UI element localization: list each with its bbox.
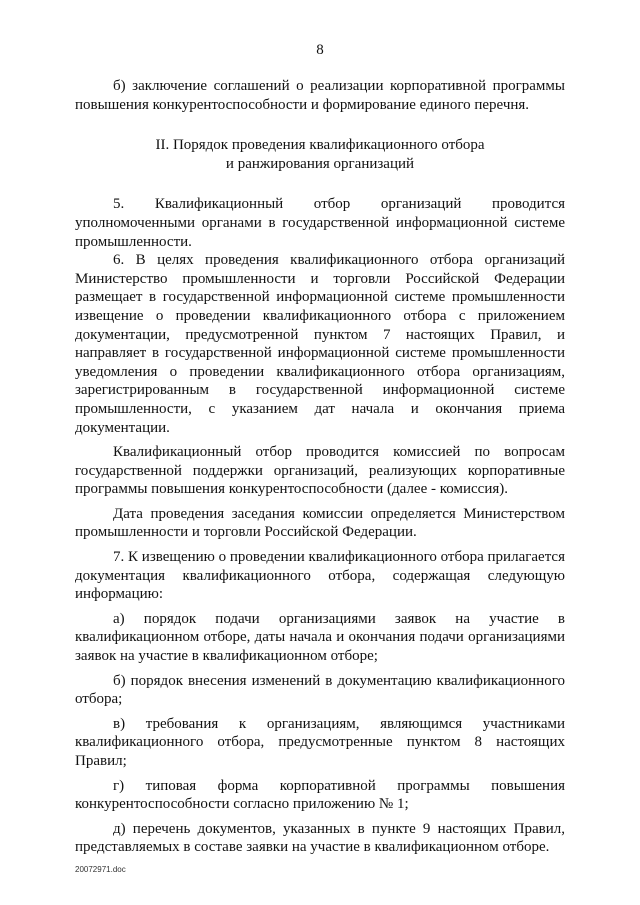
section-title-line-2: и ранжирования организаций (225, 155, 415, 172)
footer-file-code: 20072971.doc (75, 865, 126, 874)
item-d: д) перечень документов, указанных в пункте 9 настоящих Правил, представляемых в составе заявки на участие в квалификационном отборе. (75, 820, 565, 856)
paragraph-5: 5. Квалификационный отбор организаций проводится уполномоченными органами в государственной информационной системе промышленности. (75, 196, 565, 250)
item-b: б) порядок внесения изменений в документацию квалификационного отбора; (75, 672, 565, 708)
paragraph-commission: Квалификационный отбор проводится комиссией по вопросам государственной поддержки организаций, реализующих корпоративные программы повышения конкурентоспособности (далее - комиссия). (75, 444, 565, 498)
section-title-line-1: II. Порядок проведения квалификационного отбора (155, 137, 485, 154)
paragraph-meeting-date: Дата проведения заседания комиссии определяется Министерством промышленности и торговли Российской Федерации. (75, 505, 565, 541)
item-a: а) порядок подачи организациями заявок на участие в квалификационном отборе, даты начала и окончания подачи организациями заявок на участие в квалификационном отборе; (75, 610, 565, 665)
item-v: в) требования к организациям, являющимся участниками квалификационного отбора, предусмотренные пунктом 8 настоящих Правил; (75, 715, 565, 769)
item-g: г) типовая форма корпоративной программы повышения конкурентоспособности согласно приложению № 1; (75, 777, 565, 813)
paragraph-b-agreements: б) заключение соглашений о реализации корпоративной программы повышения конкурентоспособности и формирование единого перечня. (75, 78, 565, 113)
paragraph-6: 6. В целях проведения квалификационного отбора организаций Министерство промышленности и торговли Российской Федерации размещает в государственной информационной системе промышленности извещение о проведении квалификационного отбора с приложением документации, предусмотренной пунктом 7 настоящих Правил, и направляет в государственной информационной системе промышленности уведомления о проведении квалификационного отбора организациям, зарегистрированным в государственной информационной системе промышленности, с указанием дат начала и окончания приема документации. (75, 252, 565, 436)
page-number: 8 (316, 42, 324, 58)
section-title (75, 136, 565, 173)
paragraph-7: 7. К извещению о проведении квалификационного отбора прилагается документация квалификационного отбора, содержащая следующую информацию: (75, 549, 565, 603)
document-body (75, 77, 565, 857)
